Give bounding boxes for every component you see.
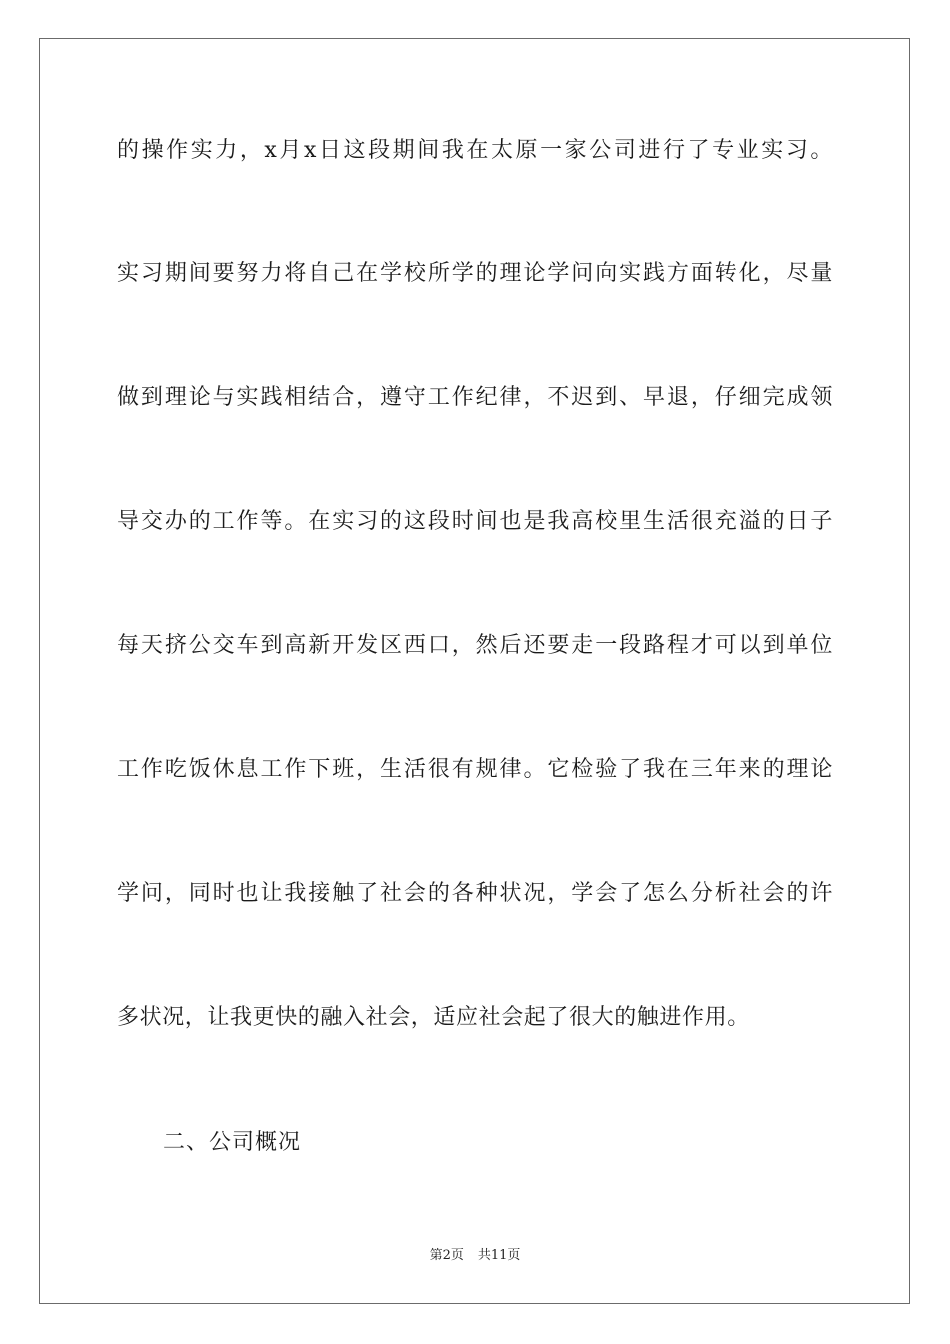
page-border — [39, 38, 910, 1304]
paragraph-line-7: 学问，同时也让我接触了社会的各种状况，学会了怎么分析社会的许 — [117, 881, 833, 906]
paragraph-line-8: 多状况，让我更快的融入社会，适应社会起了很大的触进作用。 — [117, 1005, 750, 1030]
paragraph-line-6: 工作吃饭休息工作下班，生活很有规律。它检验了我在三年来的理论 — [117, 757, 833, 782]
paragraph-line-4: 导交办的工作等。在实习的这段时间也是我高校里生活很充溢的日子 — [117, 509, 833, 534]
page-total: 共11页 — [477, 1248, 521, 1263]
section-heading: 二、公司概况 — [163, 1130, 302, 1155]
page-number: 第2页 — [429, 1248, 464, 1263]
paragraph-line-5: 每天挤公交车到高新开发区西口，然后还要走一段路程才可以到单位 — [117, 633, 833, 658]
paragraph-line-2: 实习期间要努力将自己在学校所学的理论学问向实践方面转化，尽量 — [117, 261, 833, 286]
page-footer — [0, 1247, 950, 1265]
paragraph-line-1: 的操作实力，x月x日这段期间我在太原一家公司进行了专业实习。 — [117, 138, 833, 163]
paragraph-line-3: 做到理论与实践相结合，遵守工作纪律，不迟到、早退，仔细完成领 — [117, 385, 833, 410]
